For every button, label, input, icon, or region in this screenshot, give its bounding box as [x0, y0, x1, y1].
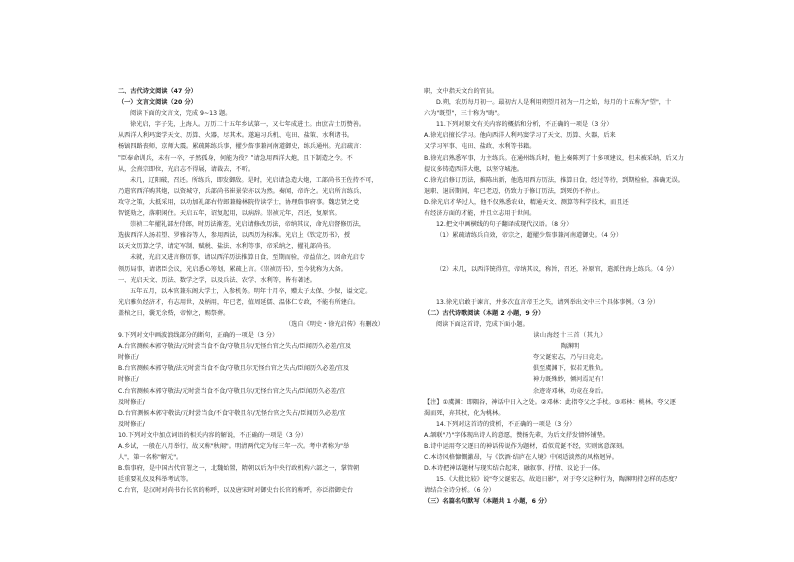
text-line: A.徐光启擅长学习。他向西洋人利玛窦学习了天文、历算、火器，后来 [424, 132, 616, 140]
text-line: C.台官测候本郭守敬法/元时尝当食不食/守敬且尔/无怪台官之失占/臣闻历久必差/宜 [118, 387, 346, 395]
text-line: 夸父诞宏志，乃与日竞走。 [532, 354, 608, 362]
text-line: （二）古代诗歌阅读（本题 2 小题，9 分） [424, 309, 545, 317]
text-line: A.乡试，一般在八月举行，故又称"秋闱"。明清两代定为每三年一次。考中者称为"举 [118, 443, 350, 450]
text-line: 及时修正/ [118, 420, 145, 428]
text-line: D.徐光启才华过人，他不仅熟悉农业，精通天文、测算等科学技术，而且还 [424, 198, 629, 206]
text-line: 一、光启天文、历法、数学之学，以及兵法、农学、水利等，皆有著述。 [118, 276, 316, 284]
text-line: 选拔西洋人汤若望、罗雅谷等人，参用西法，以西历为标准。光启上《钦定历书》，授 [118, 232, 351, 240]
text-line [424, 286, 716, 297]
text-line: 俱至虞渊下，似若无胜负。 [532, 365, 608, 373]
text-line: 乃遣官西洋购其炮，以资城守，兵部尚书崔景荣亦以为然。奏闻，帝许之。光启所言练兵、 [118, 187, 366, 195]
right-column [424, 86, 716, 508]
text-line: 未几，辽阳破，召还。所练兵，即发御敌。是时，光启请急造大炮，工部尚书王佐持不可， [130, 176, 378, 184]
text-line: 盖棺之日，囊无余赀，帝悼之，赐祭葬。 [118, 309, 230, 317]
text-line: 二、古代诗文阅读（47 分） [118, 88, 197, 95]
text-line: B.詹事府，是中国古代官署之一，北魏始置，隋朝以后为中央行政机构六部之一，掌管朝 [118, 465, 360, 473]
text-line: 13.徐光启敢于谏言，并多次直言帝王之失，请列举出文中三个具体事例。（3 分） [436, 298, 660, 306]
text-line: （2）未几，以西洋铳得宜，帝纳其议，称旨，召还，补原官，遣派往海上练兵。（4 分） [436, 265, 678, 273]
text-line: B.徐光启熟悉军事，力主练兵。在通州练兵时，他上奏陈列了十多项建议，但未被采纳，后又力 [424, 154, 684, 162]
text-line: 时修正/ [118, 354, 139, 362]
text-line: 退职、退居期间，年已老迈，仍致力于修订历法，到死仍不停止。 [424, 187, 604, 195]
text-line: 15.《大批比较》说"夸父诞宏志，故追日影"，对于夸父这种行为，陶渊明持怎样的态度？ [436, 476, 681, 484]
text-line: 杨镐四路丧师，京师大震。累疏陈练兵事，擢少詹事兼河南道御史，练兵通州。光启疏言： [118, 143, 366, 151]
text-line: "臣奉命训兵，未有一卒，孑然孤身，何能为役？"请急用西洋大炮，且下制造之令。不 [118, 154, 353, 162]
text-line: 从，会熹宗即位，光启志不得展，请裁去，不听。 [118, 165, 255, 173]
text-line: 攻守之策，大抵采用，以功加礼部右侍郎兼翰林院侍读学士，协理詹事府事。魏忠贤之党 [118, 198, 360, 206]
text-line: C.台官，是汉时对尚书台长官的称呼，以及唐宋时对御史台长官的称呼，亦泛指御史台 [118, 487, 354, 495]
text-line: C.徐光启修订历法，推陈出新，他选用西方历法，推算日食，经过等待，到期检验，准确无误。 [424, 176, 684, 184]
text-line: 及时修正/ [118, 398, 145, 406]
text-line: 11.下列对原文有关内容的概括和分析，不正确的一项是（3 分） [436, 121, 613, 129]
text-line: （三）名篇名句默写（本题共 1 小题，6 分） [424, 498, 551, 506]
text-line: 提议多铸造西洋大炮，以坚守城池。 [424, 165, 523, 173]
text-line: 10.下列对文中加点词语的相关内容的解说，不正确的一项是（3 分） [118, 431, 307, 439]
text-line: D.台官测候本郭守敬法/元时尝当食/不食守敬且尔/无怪台官之失占/臣闻历久必差/宜 [118, 409, 346, 417]
text-line: C.本诗风格慷慨激昂，与《饮酒·结庐在人境》中闲适淡然的风格迥异。 [424, 454, 618, 462]
text-line: 廷重要礼仪及科举考试等。 [118, 476, 193, 484]
text-line: 光启雅负经济才，有志用世，及柄用，年已老，值周延儒、温体仁专政，不能有所建白。 [118, 298, 360, 306]
text-line: （1）累疏请练兵自效，帝宗之，超擢少詹事兼河南道御史。（4 分） [436, 232, 623, 240]
text-line [424, 241, 716, 252]
text-line: 14.下列对这首诗的赏析，不正确的一项是（3 分） [436, 420, 576, 428]
text-line: 职，文中指天文台的官员。 [424, 88, 499, 95]
text-line: B.诗中运用夸父逐日的神话传说作为题材，看似荒诞不经，实则寓意深刻。 [424, 443, 629, 450]
text-line: （选自《明史・徐光启传》有删改） [285, 320, 384, 328]
text-line: 领历局事，请诸臣会议，光启悉心筹划，累疏上言。《崇祯历书》，至今犹称为大备。 [118, 265, 347, 273]
left-column [118, 86, 398, 496]
text-line: 陶渊明 [560, 343, 580, 351]
text-line: 12.把文中画横线的句子翻译成现代汉语。（8 分） [436, 221, 573, 229]
text-line: 崇祯二年擢礼部左侍郎，时历法渐差，光启请修改历法，帝纳其议，命光启督修历法， [130, 221, 366, 229]
text-line: 六为"既望"，三十称为"晦"。 [424, 110, 504, 118]
text-line: 人"，第一名称"解元"。 [118, 454, 183, 462]
text-line: 时修正/ [118, 376, 139, 384]
text-line: D.朔，农历每月初一。最初古人是利用朔望月初为一月之始，每月的十五称为"望"，十 [436, 99, 672, 107]
text-line: A.台官测候本郭守敬法/元时尝当食不食/守敬且尔/无怪台官之失占/臣闻历久必差/宜及 [118, 343, 352, 351]
text-line: （一）文言文阅读（20 分） [118, 99, 197, 107]
text-line: 未就，光启又进言修历事，请以西洋历法推算日食，至期而验，帝益信之，因命光启专 [130, 254, 366, 262]
text-line: 余迹寄邓林，功竟在身后。 [532, 387, 608, 395]
text-line: 以天文历算之学，请定军制、赋税、盐法、水利等事，帝采纳之，擢礼部尚书。 [118, 243, 335, 251]
text-line: 读山海经十三首（其九） [533, 332, 607, 340]
text-line [424, 275, 716, 286]
text-line: A.颔联"乃"字体现出诗人的意愿，赞扬先辈，为后文抒发情怀铺垫。 [424, 431, 610, 439]
text-line: 渴而死，弃其杖，化为桃林。 [424, 409, 505, 417]
text-line: 五年五月，以本官兼东阁大学士，入参机务。明年十月卒，赠太子太保、少保，谥文定。 [130, 287, 372, 295]
text-line: 徐光启，字子先，上海人。万历二十五年乡试第一，又七年成进士。由庶吉士历赞善。 [130, 121, 366, 129]
text-line [424, 252, 716, 263]
text-line: D.本诗把神话题材与现实结合起来，融叙事、抒情、议论于一体。 [424, 465, 604, 473]
text-line: 智铤劾之，落职闲住。天启五年，诏复起用，以病辞。崇祯元年，召还，复原官。 [118, 210, 341, 218]
text-line: 【注】①虞渊：即隅谷，神话中日入之处。②邓林：此指夸父之手杖。③邓林：桃林。夸父逐 [424, 398, 676, 406]
text-line: 9.下列对文中画波浪线部分的断句，正确的一项是（3 分） [118, 332, 279, 340]
text-line: 请结合全诗分析。（6 分） [424, 487, 495, 495]
text-line: 神力既殊妙，倾河焉足有！ [532, 376, 608, 384]
text-line: 有经济方面的才能，并且立志用于世间。 [424, 210, 536, 218]
text-line: B.台官测候本郭守敬/法元时尝当食不食/守敬且尔无怪台官之失占/臣闻历久必差/宜及 [118, 365, 350, 373]
text-line: 又学习军事、屯田、盐政、水利等书籍。 [424, 143, 536, 151]
text-line: 阅读下面这首诗，完成下面小题。 [436, 320, 529, 328]
text-line: 从西洋人利玛窦学天文、历算、火器，尽其术。遂遍习兵机、屯田、盐策、水利诸书。 [118, 132, 354, 140]
text-line: 阅读下面的文言文，完成 9~13 题。 [130, 110, 232, 118]
